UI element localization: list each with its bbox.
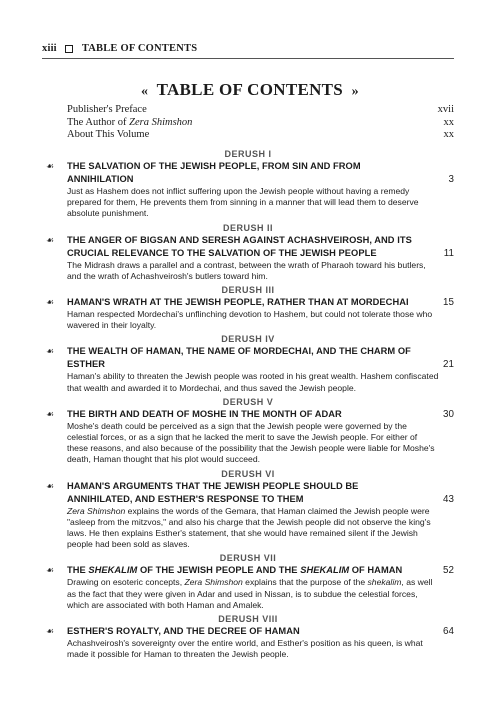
fleuron-bullet-icon: ☙ bbox=[46, 565, 55, 576]
toc-entry-heading[interactable] bbox=[42, 234, 454, 260]
derush-label: DERUSH II bbox=[222, 222, 273, 233]
entry-title: THE ANGER OF BIGSAN AND SERESH AGAINST ACHASHVEIROSH, AND ITS CRUCIAL RELEVANCE TO THE SALVATION OF THE JEWISH PEOPLE bbox=[67, 234, 412, 258]
front-matter-title: About This Volume bbox=[67, 129, 150, 140]
page-title bbox=[42, 80, 458, 100]
entry-title: THE SALVATION OF THE JEWISH PEOPLE, FROM SIN AND FROM ANNIHILATION bbox=[67, 161, 361, 184]
front-matter-item[interactable] bbox=[67, 129, 454, 142]
entry-title: THE BIRTH AND DEATH OF MOSHE IN THE MONTH OF ADAR bbox=[67, 408, 342, 419]
entry-title: HAMAN'S WRATH AT THE JEWISH PEOPLE, RATHER THAN AT MORDECHAI bbox=[67, 297, 409, 308]
square-ornament-icon bbox=[65, 45, 73, 53]
running-head-title: TABLE OF CONTENTS bbox=[81, 43, 198, 54]
entry-description: The Midrash draws a parallel and a contrast, between the wrath of Pharaoh toward his butlers, and the wrath of Achashveirosh's butlers toward him. bbox=[67, 259, 426, 281]
page-title-text: TABLE OF CONTENTS bbox=[156, 80, 344, 99]
entry-description: Haman respected Mordechai's unflinching devotion to Hashem, but could not tolerate those who wavered in their loyalty. bbox=[67, 309, 433, 331]
entry-description: Moshe's death could be perceived as a sign that the Jewish people were governed by the celestial forces, or as a sign that he lacked the merit to save the Jewish people. For either of these reasons, and also because of the possibility that the Jewish people were liable for Moshe's death, Haman thought that his plot would succeed. bbox=[67, 420, 435, 465]
derush-label: DERUSH V bbox=[222, 396, 274, 407]
derush-label: DERUSH I bbox=[224, 149, 272, 159]
toc-entry-heading[interactable] bbox=[42, 564, 454, 577]
entry-page-number: 3 bbox=[448, 174, 454, 185]
entry-title: THE SHEKALIM OF THE JEWISH PEOPLE AND THE SHEKALIM OF HAMAN bbox=[67, 565, 403, 576]
front-matter-page: xx bbox=[443, 116, 454, 128]
entry-description: Haman's ability to threaten the Jewish people was rooted in his great wealth. Hashem confiscated that wealth and awarded it to Mordechai, and thus saved the Jewish people. bbox=[67, 371, 439, 393]
fleuron-bullet-icon: ☙ bbox=[46, 234, 55, 245]
header-rule bbox=[42, 58, 454, 59]
front-matter-title: Publisher's Preface bbox=[67, 104, 147, 115]
left-ornament-icon: « bbox=[141, 84, 149, 99]
derush-label: DERUSH VI bbox=[221, 468, 275, 479]
entry-title: THE WEALTH OF HAMAN, THE NAME OF MORDECHAI, AND THE CHARM OF ESTHER bbox=[67, 346, 411, 370]
front-matter-title: The Author of Zera Shimshon bbox=[67, 116, 193, 128]
fleuron-bullet-icon: ☙ bbox=[46, 480, 55, 491]
derush-label: DERUSH IV bbox=[221, 334, 275, 345]
toc-entry-heading[interactable] bbox=[42, 408, 454, 421]
entry-page-number: 11 bbox=[443, 247, 454, 259]
right-ornament-icon: » bbox=[351, 84, 359, 99]
entry-description: Achashveirosh's sovereignty over the entire world, and Esther's position as his queen, is what made it possible for Haman to threaten the Jewish people. bbox=[67, 638, 423, 660]
entry-description: Drawing on esoteric concepts, Zera Shimshon explains that the purpose of the shekalim, as well as the fact that they were given in Adar and used in Nissan, is to subdue the celestial forces, which are associated with both Haman and Amalek. bbox=[67, 577, 433, 610]
running-head bbox=[42, 43, 458, 54]
front-matter-list bbox=[67, 104, 454, 142]
entry-page-number: 15 bbox=[443, 297, 454, 309]
entry-page-number: 43 bbox=[443, 493, 454, 505]
toc-entry-heading[interactable] bbox=[42, 160, 454, 186]
derush-label: DERUSH III bbox=[221, 285, 275, 296]
front-matter-page: xx bbox=[443, 129, 454, 140]
entry-description: Zera Shimshon explains the words of the Gemara, that Haman claimed the Jewish people were "asleep from the mitzvos," and also his charge that the Jewish people did not observe the king's laws. He then explains Esther's statement, that she would have remained silent if the Jewish people had been sold as slaves. bbox=[67, 505, 431, 550]
toc-entry-heading[interactable] bbox=[42, 296, 454, 309]
entry-page-number: 21 bbox=[443, 359, 454, 371]
derush-list bbox=[42, 147, 454, 662]
fleuron-bullet-icon: ☙ bbox=[46, 408, 55, 419]
fleuron-bullet-icon: ☙ bbox=[46, 161, 55, 171]
entry-description: Just as Hashem does not inflict suffering upon the Jewish people without having a remedy prepared for them, He prevents them from sinning in a manner that will lead them to deserve absolute punishment. bbox=[67, 186, 419, 219]
toc-entry-heading[interactable] bbox=[42, 480, 454, 506]
entry-title: HAMAN'S ARGUMENTS THAT THE JEWISH PEOPLE SHOULD BE ANNIHILATED, AND ESTHER'S RESPONSE TO THEM bbox=[67, 480, 359, 504]
fleuron-bullet-icon: ☙ bbox=[46, 297, 55, 308]
fleuron-bullet-icon: ☙ bbox=[46, 346, 55, 357]
entry-page-number: 52 bbox=[443, 565, 454, 577]
entry-page-number: 64 bbox=[443, 626, 454, 638]
fleuron-bullet-icon: ☙ bbox=[46, 626, 55, 637]
front-matter-item[interactable] bbox=[67, 117, 454, 130]
toc-entry-heading[interactable] bbox=[42, 345, 454, 371]
entry-title: ESTHER'S ROYALTY, AND THE DECREE OF HAMAN bbox=[67, 626, 300, 637]
entry-page-number: 30 bbox=[443, 408, 454, 420]
derush-label: DERUSH VIII bbox=[218, 614, 278, 625]
toc-entry-heading[interactable] bbox=[42, 625, 454, 638]
derush-label: DERUSH VII bbox=[219, 553, 277, 564]
front-matter-item[interactable] bbox=[67, 104, 454, 117]
folio-number: xiii bbox=[42, 43, 57, 54]
front-matter-page: xvii bbox=[437, 104, 454, 115]
